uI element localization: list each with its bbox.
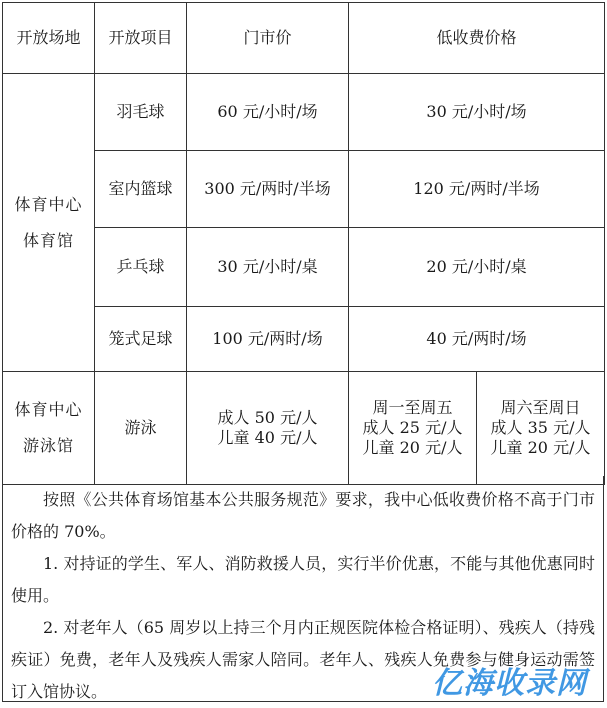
item-cell: 室内篮球 [95, 151, 187, 228]
notes-rule-2: 2. 对老年人（65 周岁以上持三个月内正规医院体检合格证明）、残疾人（持残疾证）免费，老年人及残疾人需家人陪同。老年人、残疾人免费参与健身运动需签订入馆协议。 [11, 618, 595, 701]
weekday-child: 儿童 20 元/人 [362, 438, 463, 457]
door-price-cell: 60 元/小时/场 [187, 74, 349, 151]
venue-gym-line1: 体育中心 [14, 194, 83, 214]
door-price-cell: 100 元/两时/场 [187, 307, 349, 372]
weekday-label: 周一至周五 [372, 398, 453, 417]
table-header-row [3, 3, 605, 74]
low-price-cell: 20 元/小时/桌 [349, 228, 605, 307]
venue-gym-line2: 体育馆 [22, 230, 74, 250]
header-item: 开放项目 [95, 3, 187, 74]
venue-gym [3, 74, 95, 372]
weekend-adult: 成人 35 元/人 [490, 418, 591, 437]
weekday-price [349, 372, 477, 485]
item-cell: 羽毛球 [95, 74, 187, 151]
weekday-adult: 成人 25 元/人 [362, 418, 463, 437]
notes-rule-1: 1. 对持证的学生、军人、消防救援人员，实行半价优惠，不能与其他优惠同时使用。 [11, 554, 595, 605]
notes-intro: 按照《公共体育场馆基本公共服务规范》要求，我中心低收费价格不高于门市价格的 70%。 [11, 490, 595, 541]
low-price-cell: 40 元/两时/场 [349, 307, 605, 372]
door-price-cell: 300 元/两时/半场 [187, 151, 349, 228]
door-child: 儿童 40 元/人 [217, 428, 318, 447]
venue-pool [3, 372, 95, 485]
price-table [2, 2, 605, 485]
item-cell: 乒乓球 [95, 228, 187, 307]
low-price-cell: 120 元/两时/半场 [349, 151, 605, 228]
item-cell-swimming: 游泳 [95, 372, 187, 485]
door-adult: 成人 50 元/人 [217, 408, 318, 427]
low-price-cell: 30 元/小时/场 [349, 74, 605, 151]
venue-pool-line1: 体育中心 [14, 400, 83, 419]
header-low-price: 低收费价格 [349, 3, 605, 74]
door-price-swimming [187, 372, 349, 485]
weekend-price [477, 372, 605, 485]
door-price-cell: 30 元/小时/桌 [187, 228, 349, 307]
watermark: 亿海收录网 [432, 666, 587, 701]
header-door-price: 门市价 [187, 3, 349, 74]
header-venue: 开放场地 [3, 3, 95, 74]
table-row [3, 74, 605, 151]
table-row-swimming [3, 372, 605, 485]
venue-pool-line2: 游泳馆 [22, 436, 74, 455]
item-cell: 笼式足球 [95, 307, 187, 372]
weekend-label: 周六至周日 [500, 398, 581, 417]
weekend-child: 儿童 20 元/人 [490, 438, 591, 457]
